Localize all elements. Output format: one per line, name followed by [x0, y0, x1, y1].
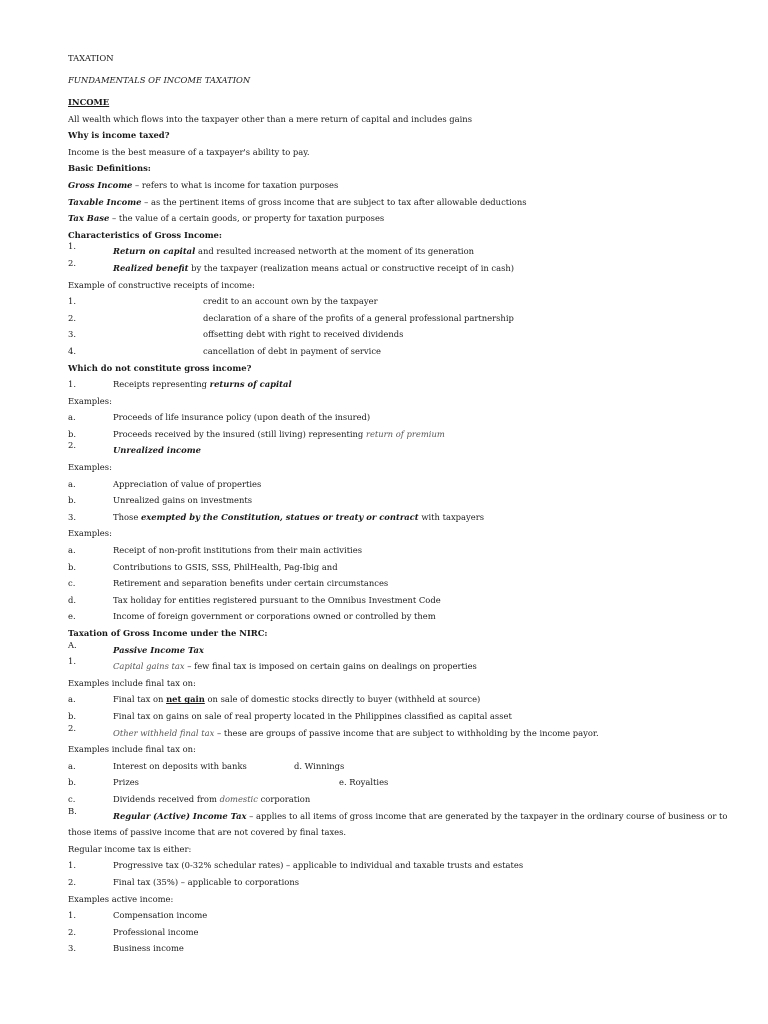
item-text: Prizes [113, 777, 139, 788]
item-letter: a. [68, 760, 76, 771]
examples-label-text: Examples: [68, 462, 112, 473]
basic-definitions-heading [68, 162, 708, 179]
item-text: – these are groups of passive income that are subject to withholding by the income payor. [214, 727, 599, 738]
item-text: Contributions to GSIS, SSS, PhilHealth, Pag-Ibig and [113, 561, 338, 572]
active-intro-text: Examples active income: [68, 893, 174, 904]
regular-item [68, 876, 708, 893]
example-item [68, 428, 708, 445]
item-text: Appreciation of value of properties [113, 478, 262, 489]
item-text: Professional income [113, 926, 199, 937]
item-letter: c. [68, 578, 76, 589]
item-letter: e. [68, 611, 76, 622]
examples-label [68, 395, 708, 412]
item-letter: b. [68, 428, 77, 439]
document-page [68, 52, 728, 959]
item-number: 1. [68, 910, 76, 921]
item-number: 2. [68, 722, 76, 733]
item-number: 1. [68, 296, 76, 307]
example-item [68, 793, 708, 810]
not-gross-heading [68, 362, 708, 379]
item-text: Compensation income [113, 910, 208, 921]
item-text: Interest on deposits with banks [113, 760, 247, 771]
item-number: 1. [68, 379, 76, 390]
characteristics-heading [68, 229, 708, 246]
example-item [68, 494, 708, 511]
item-letter: a. [68, 694, 76, 705]
definition-gross-income [68, 179, 708, 196]
item-text-col: e. Royalties [339, 777, 389, 788]
item-text: Receipts representing [113, 379, 210, 390]
item-bold: Unrealized income [113, 445, 201, 456]
item-number: 1. [68, 656, 76, 667]
not-gross-item-3 [68, 511, 708, 528]
characteristics-heading-text: Characteristics of Gross Income: [68, 229, 222, 240]
constructive-intro [68, 279, 708, 296]
item-text: Business income [113, 943, 184, 954]
section-letter: A. [68, 639, 77, 650]
example-item [68, 577, 708, 594]
item-letter: b. [68, 495, 77, 506]
definition-term: Tax Base [68, 213, 110, 224]
item-text: declaration of a share of the profits of a general professional partnership [203, 312, 514, 323]
final-tax-intro [68, 677, 708, 694]
item-text: Unrealized gains on investments [113, 495, 253, 506]
item-bold: Realized benefit [113, 262, 189, 273]
section-b-continued [68, 826, 708, 843]
item-bold: exempted by the Constitution, statues or treaty or contract [140, 511, 419, 522]
why-text-body: Income is the best measure of a taxpayer's ability to pay. [68, 146, 310, 157]
item-text: Tax holiday for entities registered pursuant to the Omnibus Investment Code [113, 594, 441, 605]
item-text: Income of foreign government or corporations owned or controlled by them [113, 611, 436, 622]
constructive-item [68, 312, 708, 329]
nirc-heading-text: Taxation of Gross Income under the NIRC: [68, 628, 268, 638]
example-item [68, 776, 708, 793]
item-number: 2. [68, 312, 76, 323]
characteristic-item [68, 257, 708, 279]
item-number: 4. [68, 345, 76, 356]
why-text [68, 146, 708, 163]
item-letter: b. [68, 710, 77, 721]
income-definition [68, 113, 708, 130]
regular-intro-text: Regular income tax is either: [68, 843, 192, 854]
item-letter: a. [68, 545, 76, 556]
item-number: 2. [68, 926, 76, 937]
item-text: Final tax on [113, 694, 167, 705]
item-text: Progressive tax (0-32% schedular rates) – applicable to individual and taxable trusts and estates [113, 860, 524, 871]
item-number: 2. [68, 876, 76, 887]
not-gross-item-2 [68, 440, 708, 461]
item-text: cancellation of debt in payment of service [203, 345, 381, 356]
section-title: Passive Income Tax [113, 644, 204, 655]
item-text: with taxpayers [418, 511, 485, 522]
item-number: 1. [68, 860, 76, 871]
constructive-intro-text: Example of constructive receipts of income: [68, 279, 255, 290]
example-item [68, 710, 708, 727]
item-text: Final tax on gains on sale of real property located in the Philippines classified as capital asset [113, 710, 512, 721]
income-heading-text: INCOME [68, 97, 110, 107]
item-text-col: d. Winnings [294, 760, 345, 771]
subtitle-text: FUNDAMENTALS OF INCOME TAXATION [68, 75, 251, 85]
item-letter: c. [68, 793, 76, 804]
definition-term: Taxable Income [68, 196, 142, 207]
section-a [68, 639, 708, 661]
example-item [68, 411, 708, 428]
item-text: corporation [257, 793, 311, 804]
section-a-item-1 [68, 656, 708, 677]
item-gray: domestic [219, 793, 258, 804]
section-letter: B. [68, 805, 77, 816]
why-heading [68, 129, 708, 146]
regular-intro [68, 843, 708, 860]
examples-label-text: Examples: [68, 395, 112, 406]
example-item [68, 478, 708, 495]
item-gray: Other withheld final tax [113, 727, 215, 738]
doc-title [68, 52, 708, 74]
definition-text: – the value of a certain goods, or property for taxation purposes [109, 213, 385, 224]
example-item [68, 594, 708, 611]
basic-heading-text: Basic Definitions: [68, 163, 151, 174]
item-text: Dividends received from [113, 793, 220, 804]
income-heading [68, 96, 708, 113]
definition-term: Gross Income [68, 179, 133, 190]
active-item [68, 942, 708, 959]
final-tax-intro-text: Examples include final tax on: [68, 677, 196, 688]
doc-subtitle [68, 74, 708, 96]
example-item [68, 610, 708, 627]
item-text: Final tax (35%) – applicable to corporations [113, 876, 300, 887]
item-letter: b. [68, 777, 77, 788]
item-text: Those [113, 511, 141, 522]
item-text: Proceeds received by the insured (still living) representing [113, 428, 366, 439]
item-bold: Return on capital [113, 246, 196, 257]
example-item [68, 561, 708, 578]
example-item [68, 760, 708, 777]
item-text: – applies to all items of gross income that are generated by the taxpayer in the ordinary course of business or to [246, 810, 728, 821]
item-text: – few final tax is imposed on certain gains on dealings on properties [184, 661, 477, 672]
item-text: Retirement and separation benefits under certain circumstances [113, 578, 389, 589]
not-gross-heading-text: Which do not constitute gross income? [68, 362, 252, 373]
constructive-item [68, 345, 708, 362]
income-definition-text: All wealth which flows into the taxpayer other than a mere return of capital and includes gains [68, 113, 472, 124]
item-gray: Capital gains tax [113, 661, 185, 672]
item-text: credit to an account own by the taxpayer [203, 296, 378, 307]
examples-label-text: Examples: [68, 528, 112, 539]
constructive-item [68, 295, 708, 312]
item-text: Receipt of non-profit institutions from their main activities [113, 545, 362, 556]
item-letter: b. [68, 561, 77, 572]
item-number: 3. [68, 943, 76, 954]
item-underlined: net gain [166, 694, 205, 705]
item-number: 3. [68, 329, 76, 340]
item-number: 2. [68, 257, 76, 268]
item-gray: return of premium [365, 428, 445, 439]
examples-label [68, 527, 708, 544]
item-text: and resulted increased networth at the moment of its generation [195, 246, 475, 257]
constructive-item [68, 328, 708, 345]
nirc-heading [68, 627, 708, 644]
item-number: 2. [68, 440, 76, 451]
title-text: TAXATION [68, 53, 114, 63]
item-letter: a. [68, 478, 76, 489]
not-gross-item-1 [68, 378, 708, 395]
definition-taxable-income [68, 196, 708, 213]
definition-tax-base [68, 212, 708, 229]
item-number: 3. [68, 511, 76, 522]
final-tax-intro [68, 743, 708, 760]
definition-text: – as the pertinent items of gross income that are subject to tax after allowable deductions [141, 196, 527, 207]
item-number: 1. [68, 241, 76, 252]
definition-text: – refers to what is income for taxation purposes [132, 179, 339, 190]
item-text: on sale of domestic stocks directly to buyer (withheld at source) [204, 694, 481, 705]
active-item [68, 926, 708, 943]
active-item [68, 909, 708, 926]
section-title: Regular (Active) Income Tax [113, 810, 247, 821]
item-text: Proceeds of life insurance policy (upon death of the insured) [113, 412, 371, 423]
regular-item [68, 859, 708, 876]
characteristic-item [68, 241, 708, 262]
examples-label [68, 461, 708, 478]
final-tax-intro-text: Examples include final tax on: [68, 744, 196, 755]
item-text: offsetting debt with right to received dividends [203, 329, 404, 340]
section-b [68, 805, 728, 827]
item-letter: d. [68, 594, 77, 605]
section-a-item-2 [68, 722, 708, 744]
section-b-cont-text: those items of passive income that are not covered by final taxes. [68, 827, 347, 838]
item-letter: a. [68, 412, 76, 423]
example-item [68, 693, 708, 710]
why-heading-text: Why is income taxed? [68, 130, 170, 141]
item-bold: returns of capital [209, 379, 292, 390]
active-intro [68, 893, 708, 910]
item-text: by the taxpayer (realization means actual or constructive receipt of in cash) [188, 262, 515, 273]
example-item [68, 544, 708, 561]
